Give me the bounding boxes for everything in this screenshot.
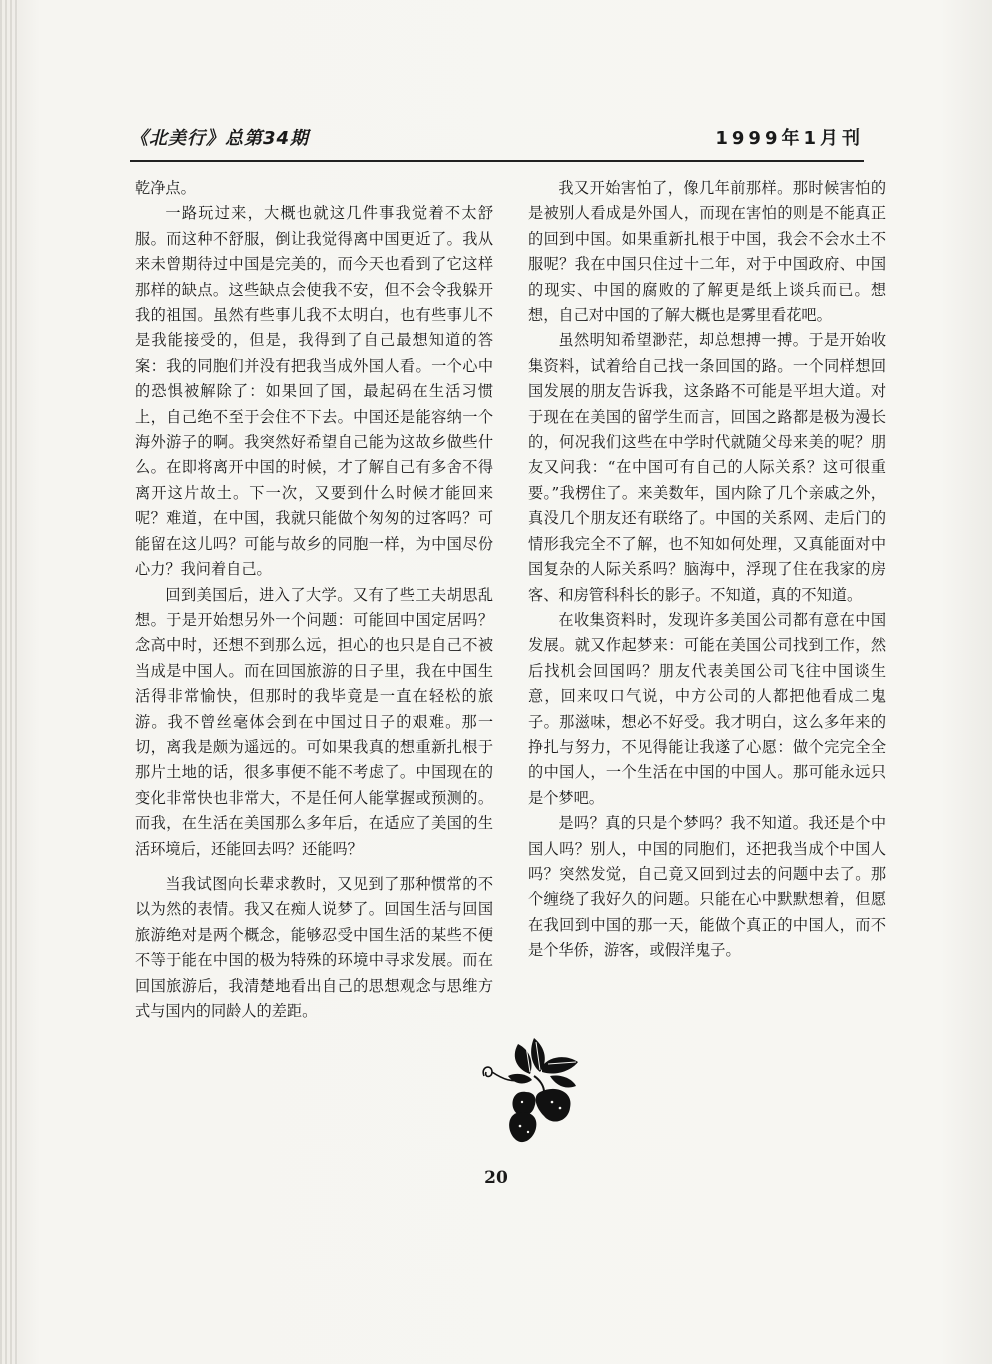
left-column	[135, 176, 493, 1024]
strawberry-leaf-ornament-icon	[478, 1036, 594, 1144]
paragraph: 虽然明知希望渺茫，却总想搏一搏。于是开始收集资料，试着给自己找一条回国的路。一个同样想回国发展的朋友告诉我，这条路不可能是平坦大道。对于现在在美国的留学生而言，回国之路都是极为漫长的，何况我们这些在中学时代就随父母来美的呢？朋友又问我：“在中国可有自己的人际关系？这可很重要。”我楞住了。来美数年，国内除了几个亲戚之外，真没几个朋友还有联络了。中国的关系网、走后门的情形我完全不了解，也不知如何处理，又真能面对中国复杂的人际关系吗？脑海中，浮现了住在我家的房客、和房管科科长的影子。不知道，真的不知道。	[528, 331, 886, 604]
header-rule	[130, 160, 864, 162]
page-number: 20	[484, 1168, 508, 1188]
page-edge-stack	[0, 0, 18, 1364]
paragraph: 乾净点。	[135, 179, 196, 197]
journal-title: 《北美行》总第34期	[130, 128, 310, 149]
paragraph: 一路玩过来，大概也就这几件事我觉着不太舒服。而这种不舒服，倒让我觉得离中国更近了。我从来未曾期待过中国是完美的，而今天也看到了它这样那样的缺点。这些缺点会使我不安，但不会令我躲开我的祖国。虽然有些事儿我不太明白，也有些事儿不是我能接受的，但是，我得到了自己最想知道的答案：我的同胞们并没有把我当成外国人看。一个心中的恐惧被解除了：如果回了国，最起码在生活习惯上，自己绝不至于会住不下去。中国还是能容纳一个海外游子的啊。我突然好希望自己能为这故乡做些什么。在即将离开中国的时候，才了解自己有多舍不得离开这片故土。下一次，又要到什么时候才能回来呢？难道，在中国，我就只能做个匆匆的过客吗？可能留在这儿吗？可能与故乡的同胞一样，为中国尽份心力？我问着自己。	[135, 204, 493, 579]
issue-date: 1999年1月刊	[715, 128, 864, 149]
paragraph: 在收集资料时，发现许多美国公司都有意在中国发展。就又作起梦来：可能在美国公司找到工作，然后找机会回国吗？朋友代表美国公司飞往中国谈生意，回来叹口气说，中方公司的人都把他看成二鬼子。那滋味，想必不好受。我才明白，这么多年来的挣扎与努力，不见得能让我遂了心愿：做个完完全全的中国人，一个生活在中国的中国人。那可能永远只是个梦吧。	[528, 610, 886, 807]
running-header	[130, 124, 864, 154]
paragraph: 回到美国后，进入了大学。又有了些工夫胡思乱想。于是开始想另外一个问题：可能回中国定居吗？念高中时，还想不到那么远，担心的也只是自己不被当成是中国人。而在回国旅游的日子里，我在中国生活得非常愉快，但那时的我毕竟是一直在轻松的旅游。我不曾丝毫体会到在中国过日子的艰难。那一切，离我是颇为遥远的。可如果我真的想重新扎根于那片土地的话，很多事便不能不考虑了。中国现在的变化非常快也非常大，不是任何人能掌握或预测的。而我，在生活在美国那么多年后，在适应了美国的生活环境后，还能回去吗？还能吗？	[135, 585, 493, 858]
paragraph: 是吗？真的只是个梦吗？我不知道。我还是个中国人吗？别人，中国的同胞们，还把我当成个中国人吗？突然发觉，自己竟又回到过去的问题中去了。那个缠绕了我好久的问题。只能在心中默默想着，但愿在我回到中国的那一天，能做个真正的中国人，而不是个华侨，游客，或假洋鬼子。	[528, 814, 886, 960]
paragraph: 我又开始害怕了，像几年前那样。那时候害怕的是被别人看成是外国人，而现在害怕的则是不能真正的回到中国。如果重新扎根于中国，我会不会水土不服呢？我在中国只住过十二年，对于中国政府、中国的现实、中国的腐败的了解更是纸上谈兵而已。想想，自己对中国的了解大概也是雾里看花吧。	[528, 179, 886, 325]
right-column	[528, 176, 886, 964]
paragraph: 当我试图向长辈求教时，又见到了那种惯常的不以为然的表情。我又在痴人说梦了。回国生活与回国旅游绝对是两个概念，能够忍受中国生活的某些不便不等于能在中国的极为特殊的环境中寻求发展。而在回国旅游后，我清楚地看出自己的思想观念与思维方式与国内的同龄人的差距。	[135, 874, 493, 1020]
